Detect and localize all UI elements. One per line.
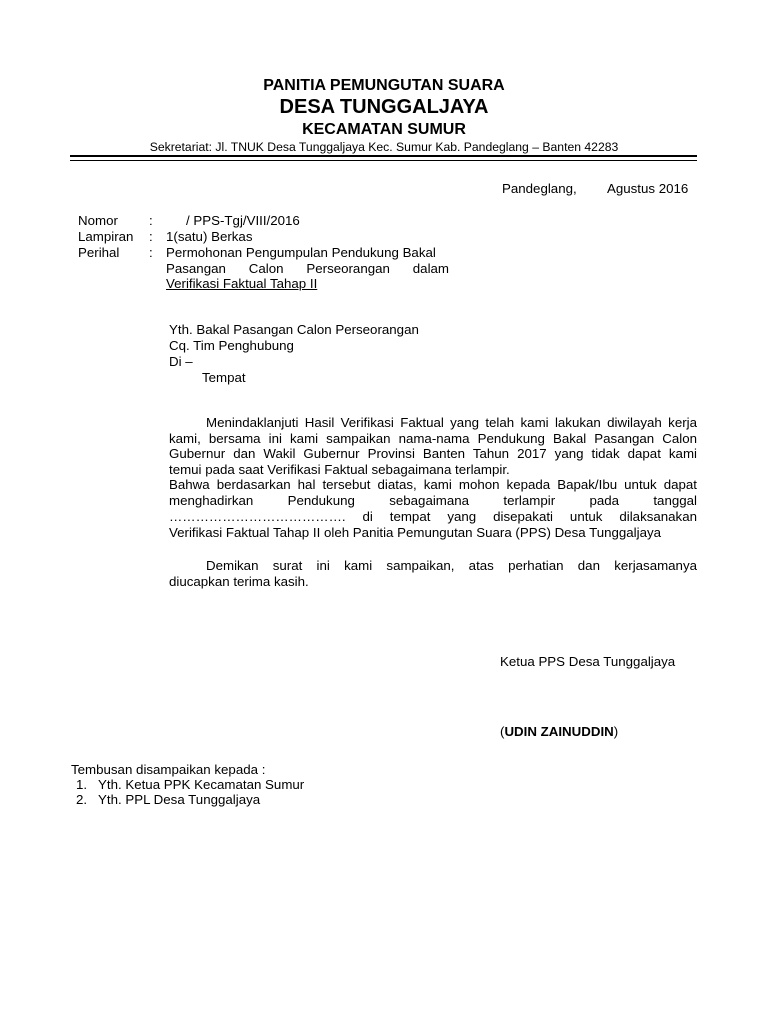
- recipient-line1: Yth. Bakal Pasangan Calon Perseorangan: [169, 322, 419, 337]
- recipient-line2: Cq. Tim Penghubung: [169, 338, 294, 353]
- district-name: KECAMATAN SUMUR: [302, 121, 466, 138]
- body-p1-line1: Menindaklanjuti Hasil Verifikasi Faktual yang telah kami lakukan diwilayah kerja: [206, 415, 697, 430]
- date: Agustus 2016: [607, 181, 689, 196]
- perihal-line1: Permohonan Pengumpulan Pendukung Bakal: [166, 245, 436, 260]
- body-p3-line2: diucapkan terima kasih.: [169, 574, 309, 589]
- village-name: DESA TUNGGALJAYA: [279, 96, 489, 118]
- perihal-line3: Verifikasi Faktual Tahap II: [166, 276, 318, 291]
- body-p2-line4: Verifikasi Faktual Tahap II oleh Panitia Pemungutan Suara (PPS) Desa Tunggaljaya: [169, 525, 662, 540]
- body-p1-line4: temui pada saat Verifikasi Faktual sebagaimana terlampir.: [169, 462, 510, 477]
- header-rule-thick: [70, 155, 697, 157]
- cc-item-1-text: Yth. Ketua PPK Kecamatan Sumur: [98, 777, 305, 792]
- recipient-line4: Tempat: [202, 370, 246, 385]
- cc-item-2-text: Yth. PPL Desa Tunggaljaya: [98, 792, 261, 807]
- org-name: PANITIA PEMUNGUTAN SUARA: [263, 77, 505, 94]
- secretariat-address: Sekretariat: Jl. TNUK Desa Tunggaljaya Kec. Sumur Kab. Pandeglang – Banten 42283: [149, 140, 619, 154]
- signatory-name-line: [500, 724, 618, 739]
- header-rule-thin: [70, 160, 697, 161]
- lampiran-value: 1(satu) Berkas: [166, 229, 253, 244]
- recipient-line3: Di –: [169, 354, 193, 369]
- lampiran-colon: :: [149, 229, 153, 244]
- perihal-label: Perihal: [78, 245, 120, 260]
- lampiran-label: Lampiran: [78, 229, 134, 244]
- cc-item-2-num: 2.: [76, 792, 88, 807]
- nomor-label: Nomor: [78, 213, 118, 228]
- body-p2-line1: Bahwa berdasarkan hal tersebut diatas, kami mohon kepada Bapak/Ibu untuk dapat: [169, 477, 697, 492]
- nomor-colon: :: [149, 213, 153, 228]
- body-p1-line3: Gubernur dan Wakil Gubernur Provinsi Banten Tahun 2017 yang tidak dapat kami: [169, 446, 697, 461]
- body-p3-line1: Demikan surat ini kami sampaikan, atas perhatian dan kerjasamanya: [206, 558, 697, 573]
- body-p1-line2: kami, bersama ini kami sampaikan nama-nama Pendukung Bakal Pasangan Calon: [169, 431, 697, 446]
- place: Pandeglang,: [502, 181, 577, 196]
- signatory-title: Ketua PPS Desa Tunggaljaya: [500, 654, 676, 669]
- signatory-name: UDIN ZAINUDDIN: [504, 724, 614, 739]
- body-p2-line2: menghadirkan Pendukung sebagaimana terlampir pada tanggal: [169, 493, 697, 508]
- body-p2-line3: …………………………………. di tempat yang disepakati untuk dilaksanakan: [169, 509, 697, 524]
- signatory-close-paren: ): [613, 724, 619, 739]
- cc-item-1-num: 1.: [76, 777, 88, 792]
- nomor-value: / PPS-Tgj/VIII/2016: [186, 213, 300, 228]
- perihal-line2: Pasangan Calon Perseorangan dalam: [166, 261, 449, 276]
- cc-heading: Tembusan disampaikan kepada :: [71, 762, 266, 777]
- perihal-colon: :: [149, 245, 153, 260]
- signatory-open-paren: (: [500, 724, 505, 739]
